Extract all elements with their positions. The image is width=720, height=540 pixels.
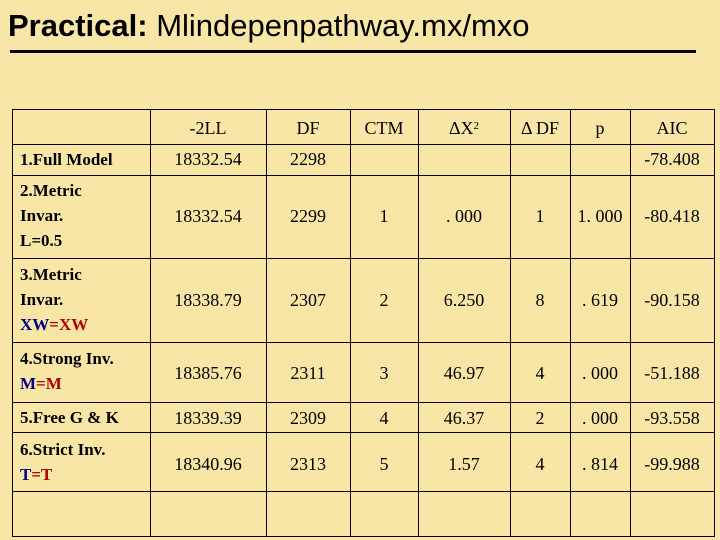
- header-delta-chisq-text: ΔX: [448, 118, 474, 138]
- header-neg2ll: -2LL: [189, 118, 227, 138]
- header-delta-chisq: [449, 116, 479, 140]
- cell-delta-chisq: 46.97: [443, 363, 485, 383]
- title-bold: Practical:: [8, 8, 148, 43]
- row-label-metric-invar-l: [20, 178, 82, 253]
- col-divider: [350, 109, 351, 537]
- cell-df: 2299: [290, 206, 326, 226]
- col-divider: [630, 109, 631, 537]
- title-underline: [10, 50, 696, 53]
- cell-delta-df: 4: [535, 454, 545, 474]
- cell-df: 2307: [290, 290, 326, 310]
- cell-aic: -80.418: [644, 206, 700, 226]
- col-divider: [510, 109, 511, 537]
- cell-neg2ll: 18338.79: [174, 290, 242, 310]
- label-part: T: [41, 465, 53, 484]
- row-divider: [12, 258, 715, 259]
- cell-neg2ll: 18340.96: [174, 454, 242, 474]
- cell-neg2ll: 18332.54: [174, 206, 242, 226]
- row-label-text: 5.Free G & K: [20, 408, 119, 427]
- cell-ctm: 4: [379, 408, 389, 428]
- cell-p: . 000: [582, 363, 618, 383]
- label-part: M: [20, 374, 37, 393]
- cell-p: . 814: [582, 454, 618, 474]
- cell-aic: -99.988: [644, 454, 700, 474]
- cell-ctm: 5: [379, 454, 389, 474]
- row-divider: [12, 402, 715, 403]
- row-label-strong-inv: [20, 346, 114, 396]
- header-delta-df: Δ DF: [520, 118, 560, 138]
- cell-p: . 000: [582, 408, 618, 428]
- col-divider: [150, 109, 151, 537]
- cell-neg2ll: 18339.39: [174, 408, 242, 428]
- cell-delta-df: 8: [535, 290, 545, 310]
- cell-neg2ll: 18385.76: [174, 363, 242, 383]
- cell-delta-chisq: . 000: [446, 206, 482, 226]
- cell-aic: -51.188: [644, 363, 700, 383]
- cell-delta-df: 4: [535, 363, 545, 383]
- row-label-line: Invar.: [20, 206, 64, 225]
- cell-aic: -90.158: [644, 290, 700, 310]
- row-label-line: [20, 371, 114, 396]
- cell-df: 2311: [290, 363, 326, 383]
- col-divider: [418, 109, 419, 537]
- row-divider: [12, 432, 715, 433]
- cell-delta-df: 2: [535, 408, 545, 428]
- label-part: =: [31, 465, 42, 484]
- label-part: =: [49, 315, 59, 334]
- cell-df: 2313: [290, 454, 326, 474]
- cell-ctm: 2: [379, 290, 389, 310]
- label-part: T: [20, 465, 32, 484]
- cell-ctm: 1: [379, 206, 389, 226]
- header-df: DF: [296, 118, 320, 138]
- row-divider: [12, 342, 715, 343]
- row-label-line: 4.Strong Inv.: [20, 349, 114, 368]
- cell-df: 2309: [290, 408, 326, 428]
- row-label-line: [20, 462, 105, 487]
- col-divider: [570, 109, 571, 537]
- cell-df: 2298: [290, 149, 326, 169]
- row-label-line: 3.Metric: [20, 265, 82, 284]
- row-divider: [12, 491, 715, 492]
- row-divider: [12, 144, 715, 145]
- cell-p: 1. 000: [577, 206, 623, 226]
- row-divider: [12, 175, 715, 176]
- header-p: p: [595, 118, 605, 138]
- cell-p: . 619: [582, 290, 618, 310]
- cell-aic: -78.408: [644, 149, 700, 169]
- header-ctm: CTM: [364, 118, 404, 138]
- cell-delta-chisq: 46.37: [443, 408, 485, 428]
- row-label-full-model: [20, 147, 113, 172]
- cell-aic: -93.558: [644, 408, 700, 428]
- row-label-line: 2.Metric: [20, 181, 82, 200]
- row-label-line: [20, 312, 88, 337]
- cell-delta-df: 1: [535, 206, 545, 226]
- label-part: M: [45, 374, 62, 393]
- label-part: XW: [20, 315, 50, 334]
- label-part: =: [36, 374, 46, 393]
- slide-title: [8, 6, 530, 46]
- row-label-line: L=0.5: [20, 231, 63, 250]
- row-label-free-gk: [20, 405, 119, 430]
- cell-neg2ll: 18332.54: [174, 149, 242, 169]
- row-label-text: 1.Full Model: [20, 150, 113, 169]
- label-part: XW: [58, 315, 89, 334]
- cell-ctm: 3: [379, 363, 389, 383]
- col-divider: [266, 109, 267, 537]
- row-label-line: 6.Strict Inv.: [20, 440, 106, 459]
- title-rest: Mlindepenpathway.mx/mxo: [147, 8, 530, 43]
- cell-delta-chisq: 6.250: [443, 290, 485, 310]
- header-aic: AIC: [656, 118, 688, 138]
- header-delta-chisq-sup: 2: [473, 120, 480, 132]
- row-label-line: Invar.: [20, 290, 64, 309]
- frame-top: [12, 109, 715, 110]
- row-label-metric-invar-xw: [20, 262, 88, 337]
- cell-delta-chisq: 1.57: [448, 454, 480, 474]
- row-label-strict-inv: [20, 437, 105, 487]
